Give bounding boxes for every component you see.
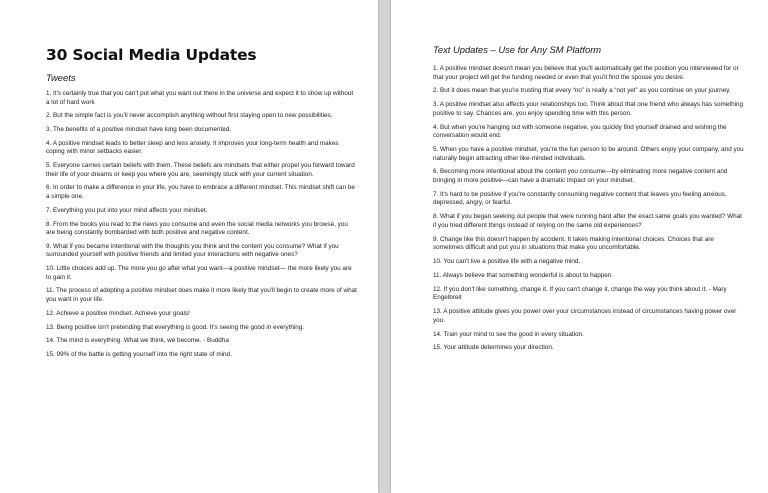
text-update-item: 8. What if you began seeking out people that were running hard after the exact same goals you wanted? What if you tried different things instead of relying on the same old experiences? [433, 213, 742, 229]
tweet-item: 4. A positive mindset leads to better sleep and less anxiety. It improves your long-term health and makes coping with minor setbacks easier. [46, 139, 339, 156]
tweets-list [46, 90, 358, 360]
tweet-item: 7. Everything you put into your mind affects your mindset. [46, 206, 208, 214]
text-update-item: 9. Change like this doesn't happen by accident. It takes making intentional choices. Choices that are sometimes difficult and put you in situations that make you uncomfortable. [433, 235, 714, 252]
text-update-item: 1. A positive mindset doesn't mean you believe that you'll automatically get the position you interviewed for or that your project will get the funding needed or even that you'll find the spouse you desire. [433, 65, 739, 81]
tweets-heading: Tweets [46, 72, 76, 83]
text-update-item: 5. When you have a positive mindset, you're the fun person to be around. Others enjoy your company, and you naturally begin attracting other like-minded individuals. [433, 146, 744, 162]
text-update-item: 15. Your attitude determines your direction. [433, 344, 554, 352]
tweet-item: 5. Everyone carries certain beliefs with them. These beliefs are mindsets that either propel you forward toward their life of your dreams or keep you where you are, seemingly stuck with your current situation. [46, 162, 355, 178]
tweet-item: 3. The benefits of a positive mindset have long been documented. [46, 126, 232, 134]
tweet-item: 14. The mind is everything. What we think, we become. - Buddha [46, 337, 229, 345]
tweet-item: 1. It's certainly true that you can't put what you want out there in the universe and expect it to show up without a lot of hard work [46, 90, 354, 106]
tweet-item: 6. In order to make a difference in your life, you have to embrace a different mindset. This mindset shift can be a simple one. [46, 184, 355, 200]
text-update-item: 13. A positive attitude gives you power over your circumstances instead of circumstances having power over you. [433, 308, 737, 324]
text-updates-list [433, 65, 746, 353]
text-update-item: 11. Always believe that something wonderful is about to happen. [433, 271, 614, 279]
tweet-item: 13. Being positive isn't pretending that everything is good. It's seeing the good in everything. [46, 323, 305, 331]
text-updates-heading: Text Updates – Use for Any SM Platform [433, 44, 602, 55]
document-page-left [0, 0, 378, 493]
text-update-item: 12. If you don't like something, change it. If you can't change it, change the way you think about it. - Mary Engelbreit [433, 285, 727, 302]
tweet-item: 10. Little choices add up. The more you go after what you want—a positive mindset— the more likely you are to gain it. [46, 265, 352, 281]
tweet-item: 9. What if you became intentional with the thoughts you think and the content you consume? What if you surrounded yourself with positive friends and limited your interactions with negative ones? [46, 242, 339, 259]
tweet-item: 15. 99% of the battle is getting yourself into the right state of mind. [46, 351, 232, 359]
tweet-item: 8. From the books you read to the news you consume and even the social media networks you browse, you are being constantly bombarded with both positive and negative content. [46, 220, 348, 237]
text-update-item: 2. But it does mean that you're trusting that every “no” is really a “not yet” as you continue on your journey. [433, 87, 731, 95]
text-update-item: 7. It's hard to be positive if you're constantly consuming negative content that leaves you feeling anxious, depressed, angry, or fearful. [433, 190, 727, 207]
tweet-item: 12. Achieve a positive mindset. Achieve your goals! [46, 309, 190, 317]
document-title: 30 Social Media Updates [46, 46, 257, 64]
text-update-item: 6. Becoming more intentional about the content you consume—by eliminating more negative content and bringing in more positive—can have a dramatic impact on your mindset. [433, 168, 728, 184]
text-update-item: 4. But when you're hanging out with someone negative, you quickly find yourself drained and wishing the conversation would end. [433, 123, 727, 140]
text-update-item: 14. Train your mind to see the good in every situation. [433, 330, 584, 338]
text-update-item: 10. You can't live a positive life with a negative mind. [433, 258, 581, 266]
tweet-item: 11. The process of adopting a positive mindset does make it more likely that you'll begin to create more of what you want in your life. [46, 287, 357, 303]
tweet-item: 2. But the simple fact is you'll never accomplish anything without first staying open to new possibilities. [46, 112, 333, 120]
text-update-item: 3. A positive mindset also affects your relationships too. Think about that one friend who always has something positive to say. Chances are, you enjoy spending time with this person. [433, 101, 744, 117]
document-page-right [391, 0, 768, 493]
